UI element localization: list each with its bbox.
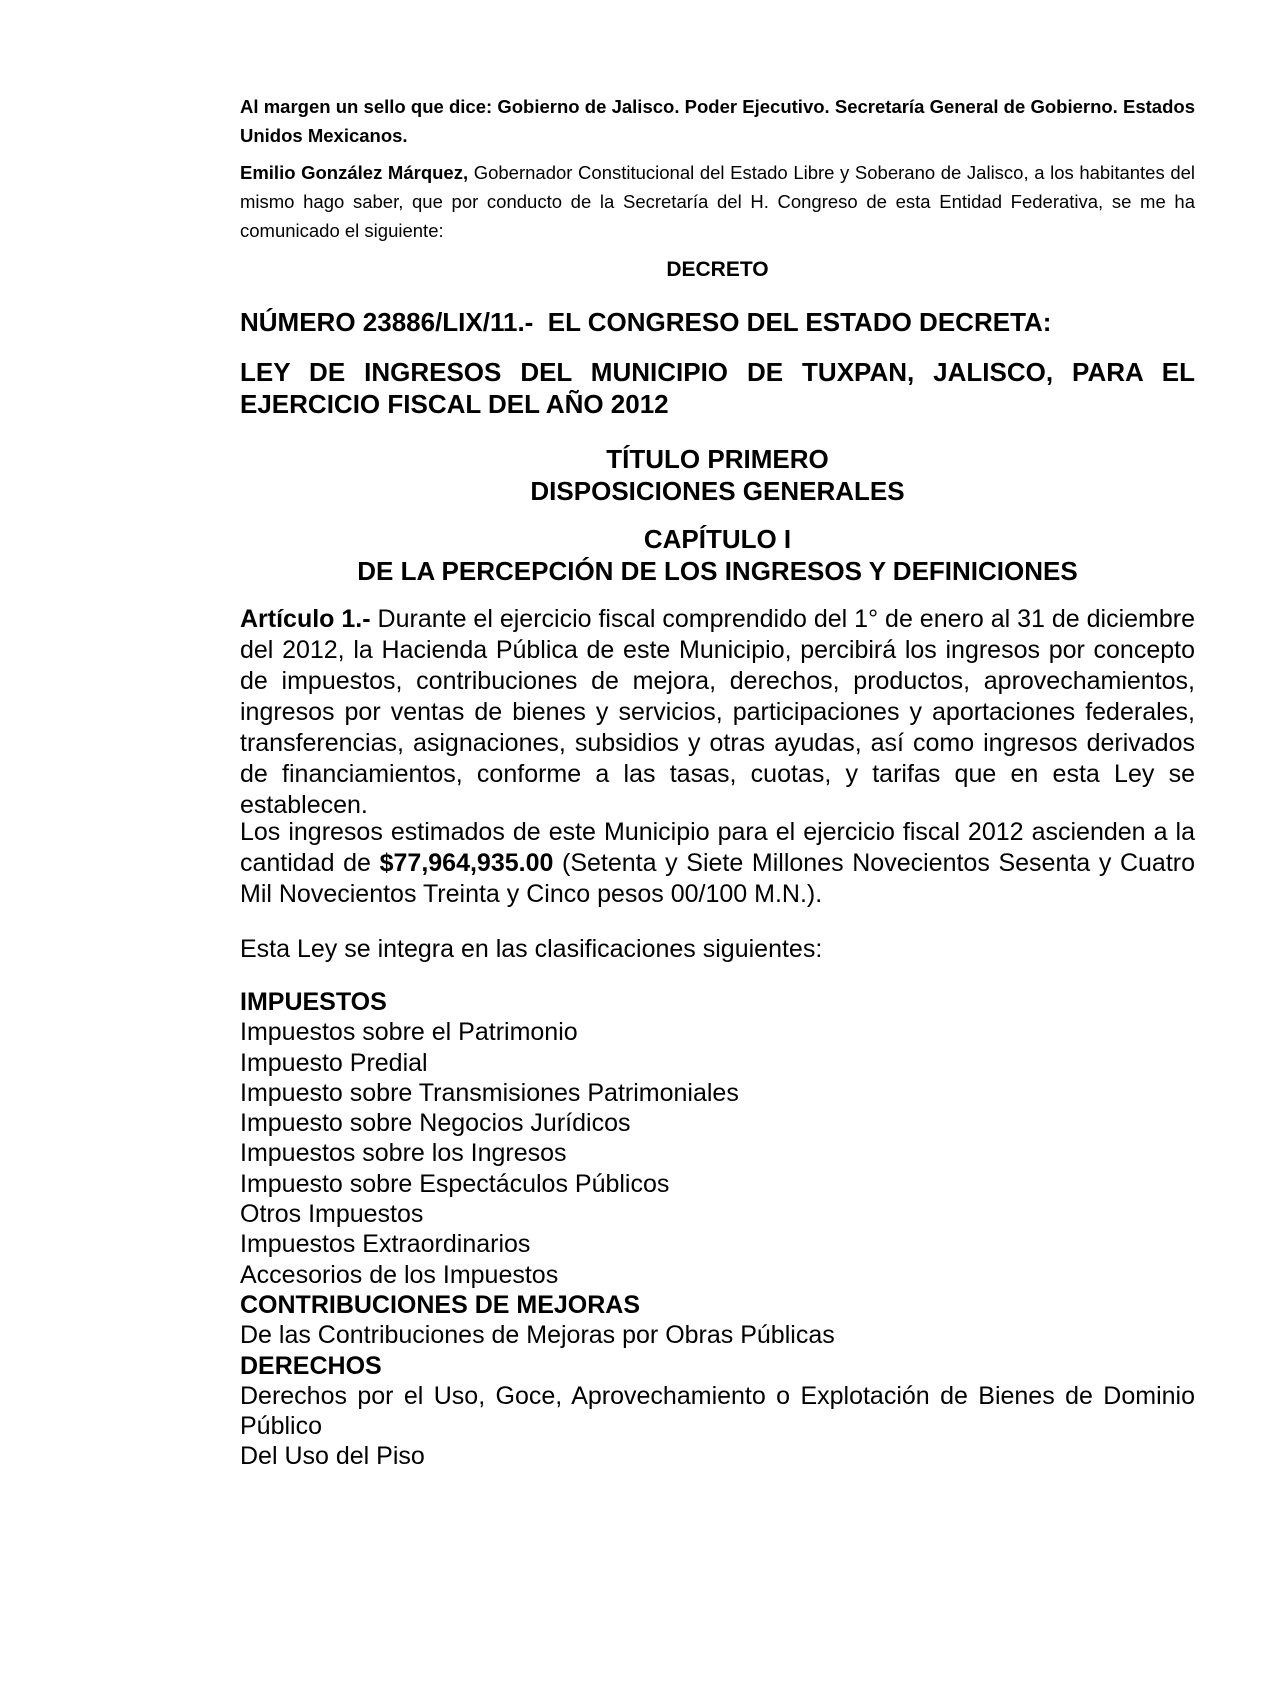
decree-number-line: NÚMERO 23886/LIX/11.- EL CONGRESO DEL ESTADO DECRETA: — [240, 307, 1052, 337]
law-title: LEY DE INGRESOS DEL MUNICIPIO DE TUXPAN, JALISCO, PARA EL EJERCICIO FISCAL DEL AÑO 2012 — [240, 357, 1195, 419]
governor-name: Emilio González Márquez, — [240, 162, 469, 183]
estimate-before: Los ingresos estimados de este Municipio para el ejercicio fiscal 2012 ascienden a la cantidad de — [240, 818, 1195, 877]
title-primero — [240, 443, 1195, 507]
mejoras-heading: CONTRIBUCIONES DE MEJORAS — [240, 1290, 641, 1319]
title-line-1: TÍTULO PRIMERO — [606, 444, 829, 474]
list-item: Del Uso del Piso — [240, 1442, 425, 1471]
title-line-2: DISPOSICIONES GENERALES — [530, 476, 905, 506]
list-item: Impuestos Extraordinarios — [240, 1230, 531, 1259]
estimate-after: (Setenta y Siete Millones Novecientos Sesenta y Cuatro Mil Novecientos Treinta y Cinco pesos 00/100 M.N.). — [240, 849, 1196, 908]
chapter-line-2: DE LA PERCEPCIÓN DE LOS INGRESOS Y DEFINICIONES — [357, 556, 1078, 586]
governor-paragraph — [240, 158, 1195, 245]
classification-list — [240, 987, 1195, 1472]
chapter-heading — [240, 523, 1195, 587]
list-item: Impuesto sobre Negocios Jurídicos — [240, 1109, 631, 1138]
derechos-heading: DERECHOS — [240, 1351, 382, 1380]
estimate-paragraph — [240, 817, 1195, 910]
list-item: Otros Impuestos — [240, 1200, 424, 1229]
article-1 — [240, 604, 1195, 821]
list-item: De las Contribuciones de Mejoras por Obras Públicas — [240, 1321, 835, 1350]
estimate-amount: $77,964,935.00 — [379, 849, 554, 877]
list-item: Derechos por el Uso, Goce, Aprovechamiento o Explotación de Bienes de Dominio Público — [240, 1381, 1195, 1441]
chapter-line-1: CAPÍTULO I — [643, 524, 792, 554]
article-1-label: Artículo 1.- — [240, 605, 371, 633]
article-1-text: Durante el ejercicio fiscal comprendido del 1° de enero al 31 de diciembre del 2012, la Hacienda Pública de este Municipio, percibirá los ingresos por concepto de impuestos, contribuciones de mejora, derechos, productos, aprovechamientos, ingresos por ventas de bienes y servicios, participaciones y aportaciones federales, transferencias, asignaciones, subsidios y otras ayudas, así como ingresos derivados de financiamientos, conforme a las tasas, cuotas, y tarifas que en esta Ley se establecen. — [240, 605, 1195, 819]
list-item: Impuestos sobre los Ingresos — [240, 1139, 567, 1168]
list-item: Impuesto sobre Espectáculos Públicos — [240, 1169, 670, 1198]
impuestos-heading: IMPUESTOS — [240, 988, 387, 1016]
classification-intro: Esta Ley se integra en las clasificaciones siguientes: — [240, 935, 823, 963]
list-item: Impuesto sobre Transmisiones Patrimoniales — [240, 1078, 739, 1107]
list-item: Impuesto Predial — [240, 1048, 428, 1077]
seal-paragraph: Al margen un sello que dice: Gobierno de Jalisco. Poder Ejecutivo. Secretaría General de Gobierno. Estados Unidos Mexicanos. — [240, 96, 1195, 146]
list-item: Accesorios de los Impuestos — [240, 1260, 559, 1289]
governor-text: Gobernador Constitucional del Estado Libre y Soberano de Jalisco, a los habitantes del mismo hago saber, que por conducto de la Secretaría del H. Congreso de esta Entidad Federativa, se me ha comunicado el siguiente: — [240, 162, 1196, 241]
list-item: Impuestos sobre el Patrimonio — [240, 1018, 578, 1047]
decree-heading: DECRETO — [666, 258, 769, 281]
